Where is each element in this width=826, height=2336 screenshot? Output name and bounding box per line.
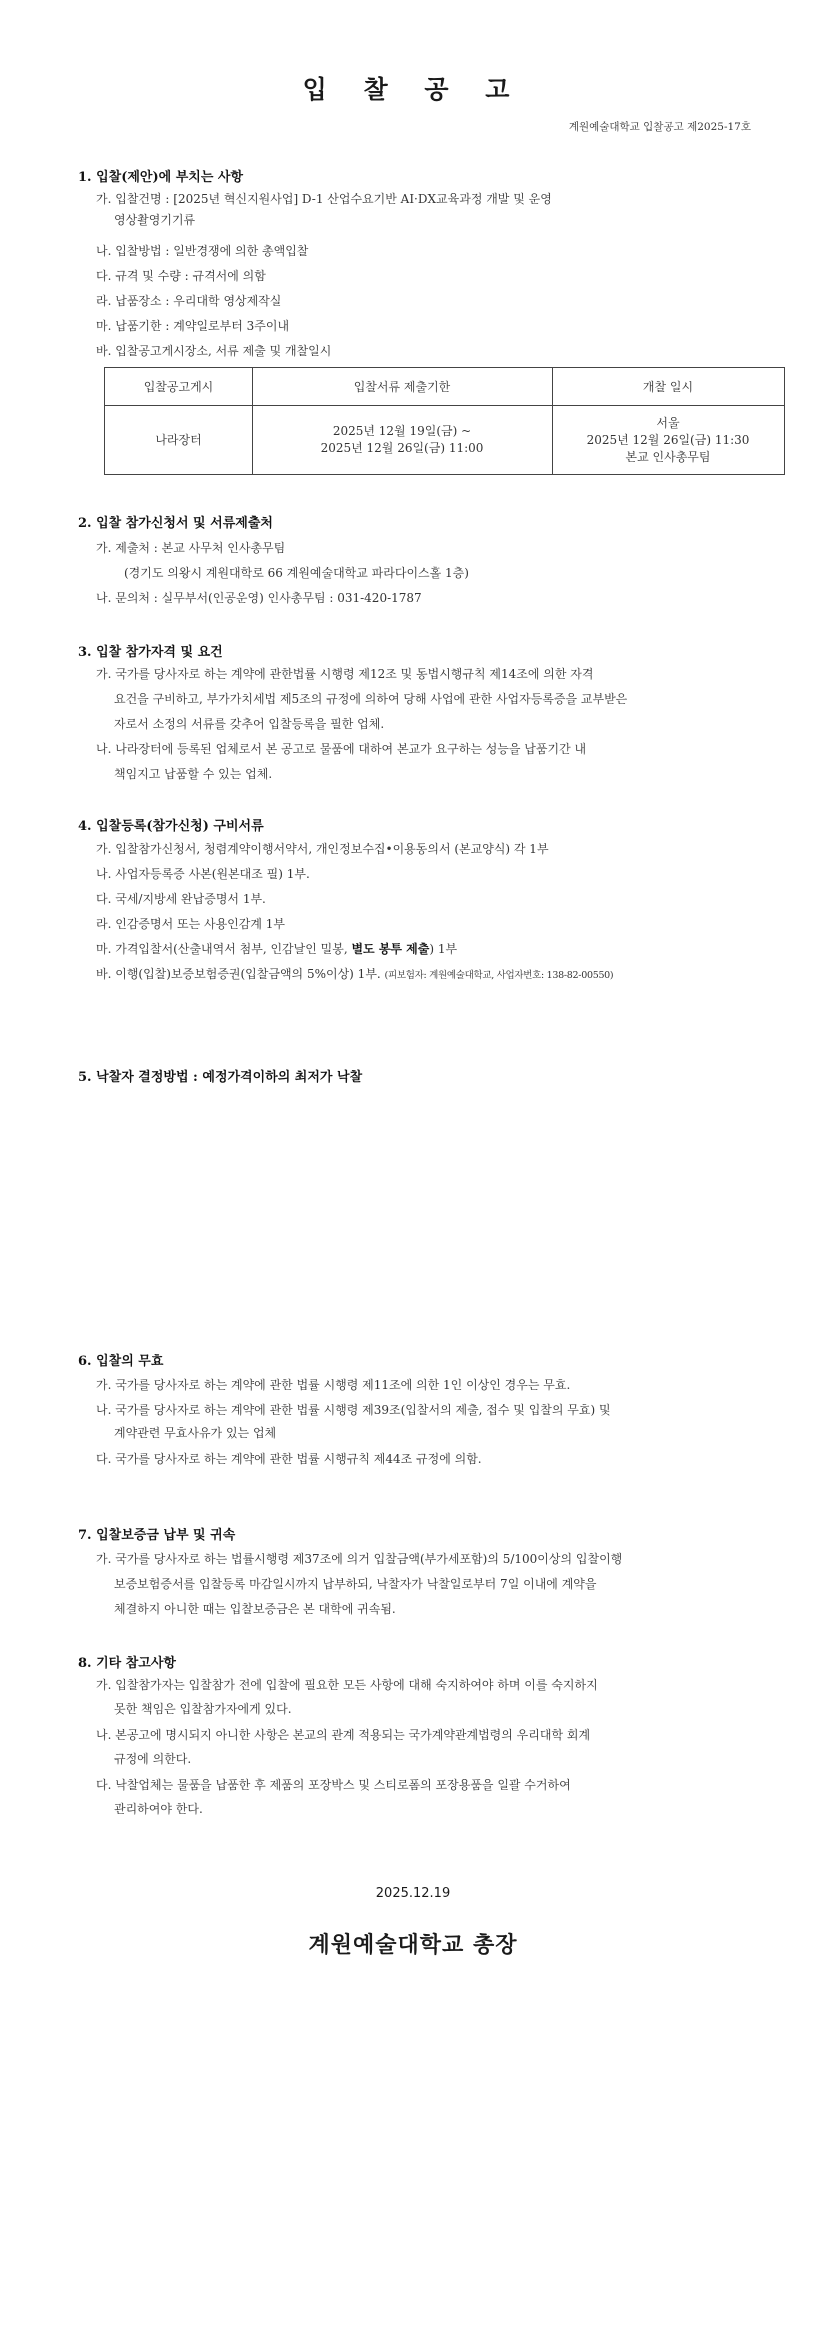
section-8-item: 나. 본공고에 명시되지 아니한 사항은 본교의 관계 적용되는 국가계약관계법령의 우리대학 회계 — [96, 1728, 591, 1742]
section-1-item: 라. 납품장소 : 우리대학 영상제작실 — [96, 294, 282, 308]
section-2-title: 2. 입찰 참가신청서 및 서류제출처 — [78, 516, 273, 531]
schedule-table — [104, 367, 785, 475]
section-4-item-note: (피보험자: 계원예술대학교, 사업자번호: 138-82-00550) — [384, 970, 614, 981]
notice-number: 계원예술대학교 입찰공고 제2025-17호 — [568, 121, 751, 133]
section-8-item: 규정에 의한다. — [114, 1752, 192, 1766]
table-cell-text: 2025년 12월 26일(금) 11:30 — [586, 432, 750, 447]
signature: 계원예술대학교 총장 — [308, 1932, 518, 1958]
page-title: 입 찰 공 고 — [302, 75, 524, 104]
section-1-item: 다. 규격 및 수량 : 규격서에 의함 — [96, 269, 266, 283]
section-2-item: 나. 문의처 : 실무부서(인공운영) 인사총무팀 : 031-420-1787 — [96, 591, 422, 605]
section-1-title: 1. 입찰(제안)에 부치는 사항 — [78, 170, 244, 185]
section-7-item: 가. 국가를 당사자로 하는 법률시행령 제37조에 의거 입찰금액(부가세포함)의 5/100이상의 입찰이행 — [96, 1552, 623, 1566]
table-cell — [105, 406, 252, 474]
section-3-item: 요건을 구비하고, 부가가치세법 제5조의 규정에 의하여 당해 사업에 관한 사업자등록증을 교부받은 — [114, 692, 628, 706]
section-1-item: 가. 입찰건명 : [2025년 혁신지원사업] D-1 산업수요기반 AI·DX교육과정 개발 및 운영 — [96, 192, 552, 206]
section-8-item: 다. 낙찰업체는 물품을 납품한 후 제품의 포장박스 및 스티로폼의 포장용품을 일괄 수거하여 — [96, 1778, 571, 1792]
section-1-item: 마. 납품기한 : 계약일로부터 3주이내 — [96, 319, 290, 333]
section-4-item: 다. 국세/지방세 완납증명서 1부. — [96, 892, 266, 906]
section-8-item: 가. 입찰참가자는 입찰참가 전에 입찰에 필요한 모든 사항에 대해 숙지하여야 하며 이를 숙지하지 — [96, 1678, 598, 1692]
section-1-item: 영상촬영기기류 — [114, 213, 196, 227]
section-6-item: 가. 국가를 당사자로 하는 계약에 관한 법률 시행령 제11조에 의한 1인 이상인 경우는 무효. — [96, 1378, 571, 1392]
section-6-item: 나. 국가를 당사자로 하는 계약에 관한 법률 시행령 제39조(입찰서의 제출, 접수 및 입찰의 무효) 및 — [96, 1403, 611, 1417]
section-4-title: 4. 입찰등록(참가신청) 구비서류 — [78, 819, 264, 834]
table-cell-text: 본교 인사총무팀 — [625, 449, 711, 464]
section-4-item-text: 바. 이행(입찰)보증보험증권(입찰금액의 5%이상) 1부. — [96, 967, 385, 981]
section-4-item-text: ) 1부 — [429, 942, 458, 956]
section-7-item: 보증보험증서를 입찰등록 마감일시까지 납부하되, 낙찰자가 낙찰일로부터 7일 이내에 계약을 — [114, 1577, 597, 1591]
table-header-cell: 입찰서류 제출기한 — [252, 368, 552, 406]
section-8-title: 8. 기타 참고사항 — [78, 1656, 176, 1671]
table-cell-text: 서울 — [656, 415, 680, 430]
section-6-item: 다. 국가를 당사자로 하는 계약에 관한 법률 시행규칙 제44조 규정에 의함. — [96, 1452, 482, 1466]
section-4-item: 가. 입찰참가신청서, 청렴계약이행서약서, 개인정보수집•이용동의서 (본교양식) 각 1부 — [96, 842, 549, 856]
table-cell — [552, 406, 784, 474]
section-2-item: 가. 제출처 : 본교 사무처 인사총무팀 — [96, 541, 286, 555]
section-3-title: 3. 입찰 참가자격 및 요건 — [78, 645, 223, 660]
table-cell — [252, 406, 552, 474]
section-4-item — [96, 940, 457, 957]
section-4-item — [96, 965, 613, 982]
section-3-item: 자로서 소정의 서류를 갖추어 입찰등록을 필한 업체. — [114, 717, 385, 731]
section-1-item: 나. 입찰방법 : 일반경쟁에 의한 총액입찰 — [96, 244, 309, 258]
section-4-item: 라. 인감증명서 또는 사용인감계 1부 — [96, 917, 285, 931]
table-header-cell: 개찰 일시 — [552, 368, 784, 406]
section-8-item: 못한 책임은 입찰참가자에게 있다. — [114, 1702, 292, 1716]
section-8-item: 관리하여야 한다. — [114, 1802, 203, 1816]
section-4-item-text: 마. 가격입찰서(산출내역서 첨부, 인감날인 밀봉, — [96, 942, 352, 956]
section-2-item: (경기도 의왕시 계원대학로 66 계원예술대학교 파라다이스홀 1층) — [124, 566, 469, 580]
section-7-item: 체결하지 아니한 때는 입찰보증금은 본 대학에 귀속됨. — [114, 1602, 396, 1616]
section-4-item-emphasis: 별도 봉투 제출 — [351, 942, 430, 956]
table-header-cell: 입찰공고게시 — [105, 368, 252, 406]
section-6-item: 계약관련 무효사유가 있는 업체 — [114, 1426, 277, 1440]
section-4-item: 나. 사업자등록증 사본(원본대조 필) 1부. — [96, 867, 310, 881]
table-cell-text: 2025년 12월 26일(금) 11:00 — [320, 441, 484, 455]
notice-date: 2025.12.19 — [375, 1886, 451, 1901]
section-3-item: 나. 나라장터에 등록된 업체로서 본 공고로 물품에 대하여 본교가 요구하는 성능을 납품기간 내 — [96, 742, 587, 756]
section-3-item: 가. 국가를 당사자로 하는 계약에 관한법률 시행령 제12조 및 동법시행규칙 제14조에 의한 자격 — [96, 667, 594, 681]
section-5-title: 5. 낙찰자 결정방법 : 예정가격이하의 최저가 낙찰 — [78, 1070, 363, 1085]
table-cell-text: 2025년 12월 19일(금) ~ — [332, 424, 472, 438]
table-cell-text: 나라장터 — [155, 432, 202, 447]
section-1-item: 바. 입찰공고게시장소, 서류 제출 및 개찰일시 — [96, 344, 332, 358]
section-7-title: 7. 입찰보증금 납부 및 귀속 — [78, 1528, 236, 1543]
section-6-title: 6. 입찰의 무효 — [78, 1354, 164, 1369]
section-3-item: 책임지고 납품할 수 있는 업체. — [114, 767, 273, 781]
